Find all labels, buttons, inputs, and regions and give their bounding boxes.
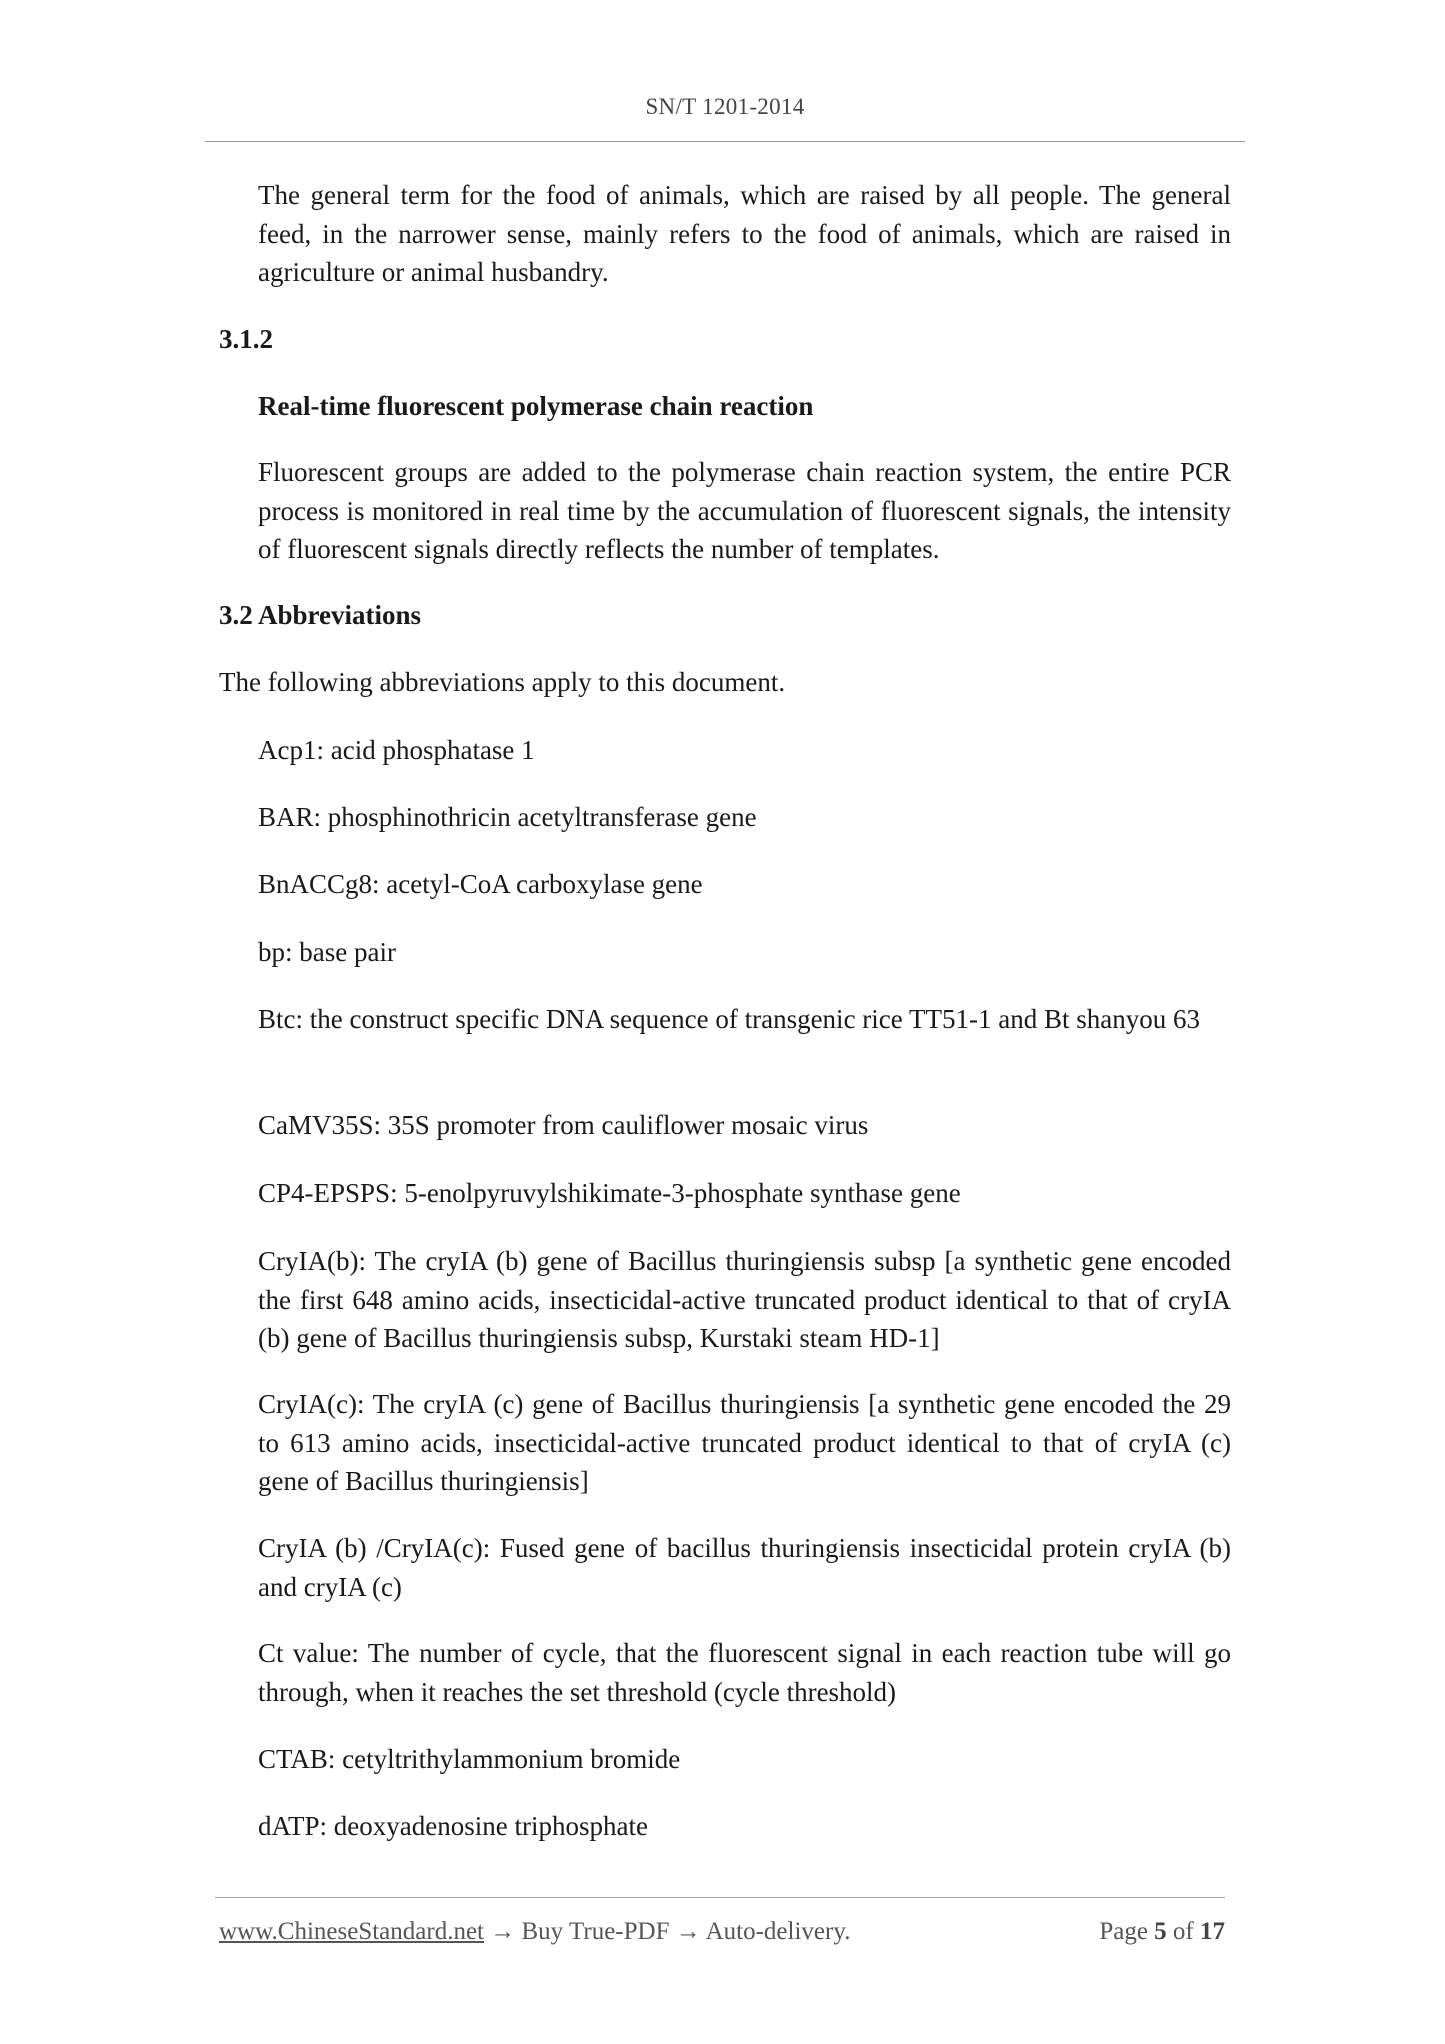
page-number <box>1099 1918 1225 1946</box>
running-header: SN/T 1201-2014 <box>645 94 805 119</box>
arrow-right-icon: → <box>675 1918 701 1945</box>
header-divider <box>205 141 1245 142</box>
term-title: Real-time fluorescent polymerase chain reaction <box>258 391 814 421</box>
footer-divider <box>215 1897 1225 1898</box>
of-word: of <box>1172 1918 1194 1945</box>
section-heading: 3.2 Abbreviations <box>219 600 422 630</box>
site-link[interactable]: www.ChineseStandard.net <box>219 1918 484 1945</box>
abbreviation-item: BAR: phosphinothricin acetyltransferase gene <box>258 802 757 832</box>
page-footer <box>219 1918 1225 1946</box>
abbreviation-item: CaMV35S: 35S promoter from cauliflower mosaic virus <box>258 1110 869 1140</box>
arrow-right-icon: → <box>490 1918 516 1945</box>
total-pages: 17 <box>1200 1918 1225 1945</box>
delivery-text: Auto-delivery. <box>705 1918 851 1945</box>
buy-text: Buy True-PDF <box>521 1918 670 1945</box>
abbreviation-item: Acp1: acid phosphatase 1 <box>258 735 535 765</box>
abbreviation-item: bp: base pair <box>258 937 396 967</box>
abbreviation-item: CP4-EPSPS: 5-enolpyruvylshikimate-3-phosphate synthase gene <box>258 1178 961 1208</box>
abbreviation-item: CryIA (b) /CryIA(c): Fused gene of bacillus thuringiensis insecticidal protein cryIA (b) and cryIA (c) <box>258 1533 1231 1602</box>
term-definition-paragraph: Fluorescent groups are added to the polymerase chain reaction system, the entire PCR process is monitored in real time by the accumulation of fluorescent signals, the intensity of fluorescent signals directly reflects the number of templates. <box>258 457 1231 564</box>
abbreviations-intro: The following abbreviations apply to this document. <box>219 667 786 697</box>
abbreviation-item: CryIA(b): The cryIA (b) gene of Bacillus thuringiensis subsp [a synthetic gene encoded the first 648 amino acids, insecticidal-active truncated product identical to that of cryIA (b) gene of Bacillus thuringiensis subsp, Kurstaki steam HD-1] <box>258 1246 1231 1353</box>
abbreviation-item: Btc: the construct specific DNA sequence of transgenic rice TT51-1 and Bt shanyou 63 <box>258 1004 1200 1034</box>
current-page: 5 <box>1154 1918 1167 1945</box>
abbreviation-item: BnACCg8: acetyl-CoA carboxylase gene <box>258 869 703 899</box>
page-word: Page <box>1099 1918 1148 1945</box>
footer-left <box>219 1918 850 1946</box>
abbreviation-item: CTAB: cetyltrithylammonium bromide <box>258 1744 681 1774</box>
feed-definition-paragraph: The general term for the food of animals, which are raised by all people. The general feed, in the narrower sense, mainly refers to the food of animals, which are raised in agriculture or animal husbandry. <box>258 180 1231 287</box>
clause-number: 3.1.2 <box>219 324 273 354</box>
abbreviation-item: dATP: deoxyadenosine triphosphate <box>258 1811 648 1841</box>
abbreviation-item: CryIA(c): The cryIA (c) gene of Bacillus thuringiensis [a synthetic gene encoded the 29 to 613 amino acids, insecticidal-active truncated product identical to that of cryIA (c) gene of Bacillus thuringiensis] <box>258 1389 1231 1496</box>
abbreviation-item: Ct value: The number of cycle, that the fluorescent signal in each reaction tube will go through, when it reaches the set threshold (cycle threshold) <box>258 1638 1231 1707</box>
